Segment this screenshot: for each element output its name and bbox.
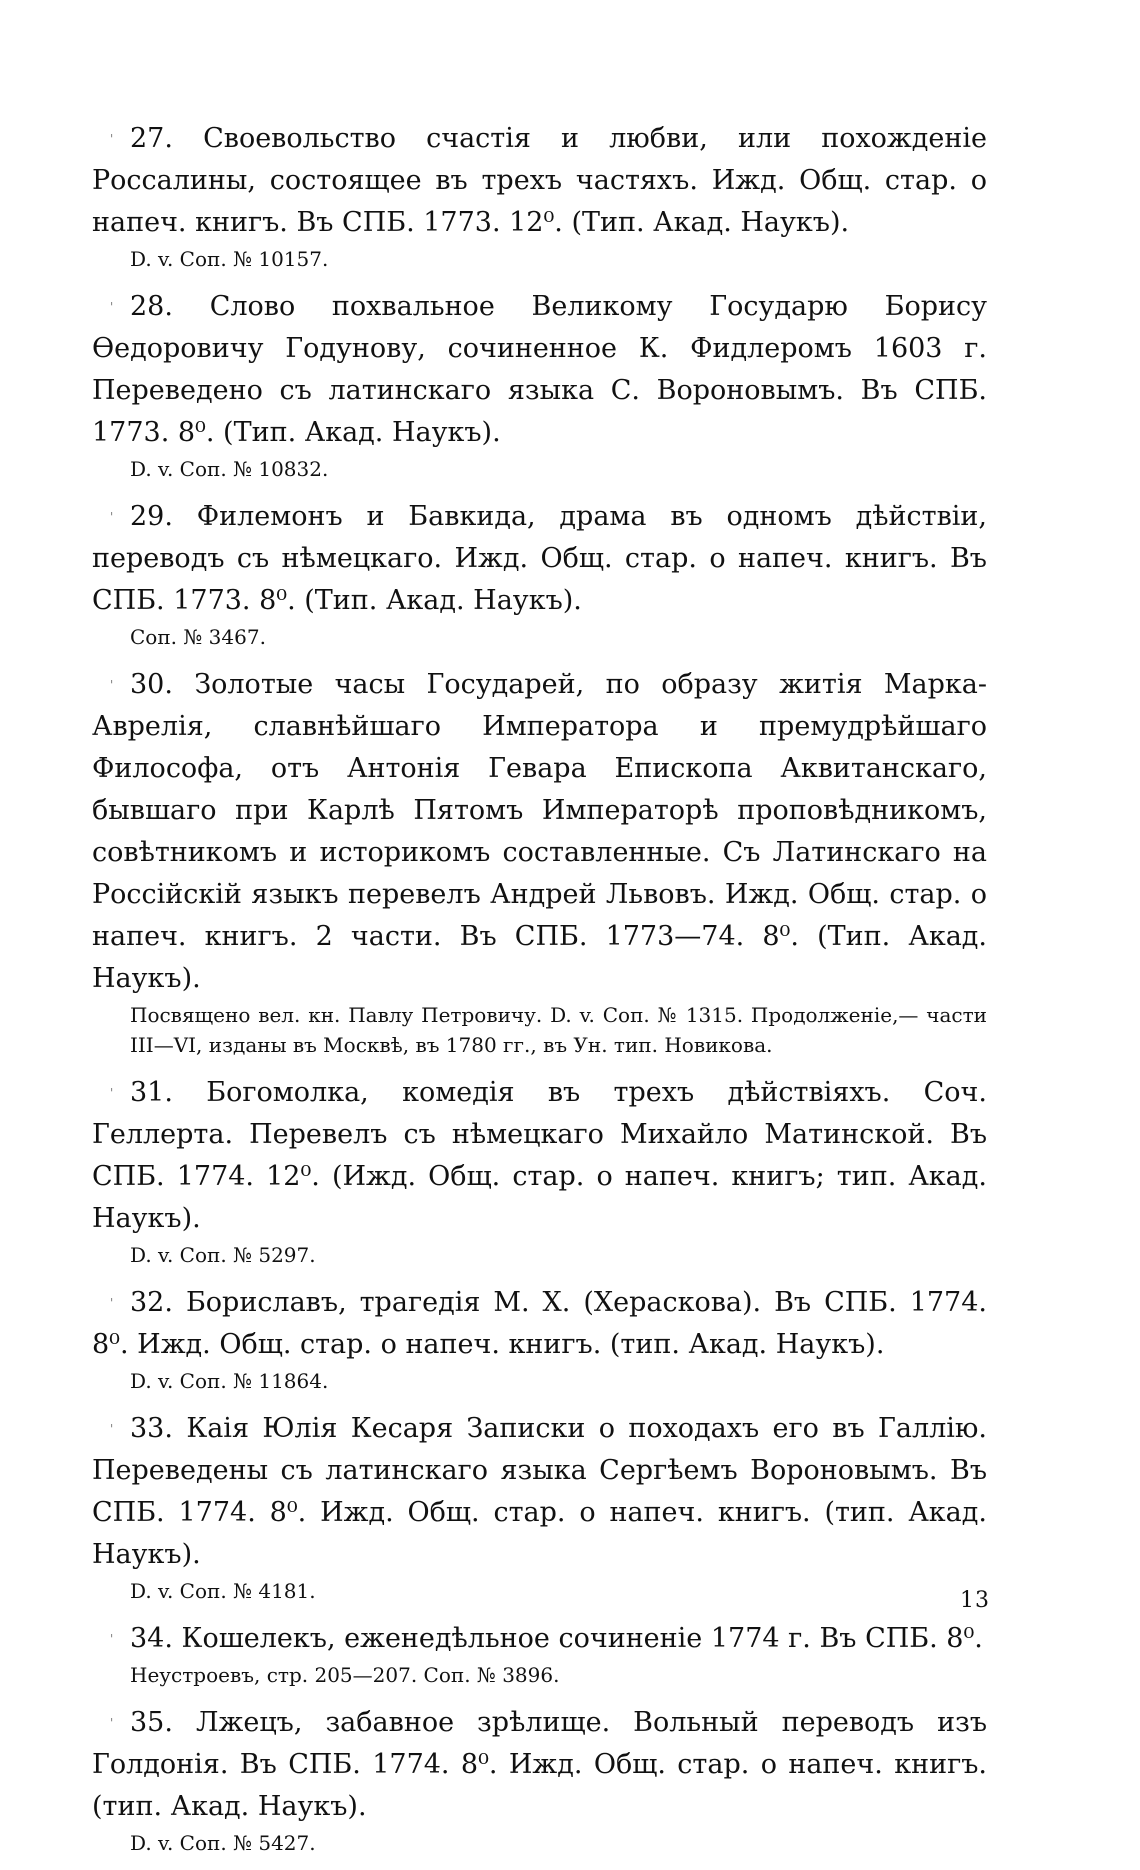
margin-mark: ' [110, 1296, 114, 1310]
entry-description: Слово похвальное Великому Государю Борису Өедоровичу Годунову, сочиненное К. Фидлеромъ 1603 г. Переведено съ латинскаго языка С. Вороновымъ. Въ СПБ. 1773. 8⁰. (Тип. Акад. Наукъ). [92, 291, 987, 448]
margin-mark: ' [110, 132, 114, 146]
bibliography-entry [92, 118, 987, 274]
entry-description: Золотые часы Государей, по образу житія Марка-Аврелія, славнѣйшаго Императора и премудрѣйшаго Философа, отъ Антонія Гевара Епископа Аквитанскаго, бывшаго при Карлѣ Пятомъ Императорѣ проповѣдникомъ, совѣтникомъ и историкомъ составленные. Съ Латинскаго на Россійскій языкъ перевелъ Андрей Львовъ. Ижд. Общ. стар. о напеч. книгъ. 2 части. Въ СПБ. 1773—74. 8⁰. (Тип. Акад. Наукъ). [92, 669, 987, 994]
entry-number: 30. [130, 669, 173, 700]
bibliography-entry [92, 664, 987, 1060]
entry-number: 32. [130, 1287, 173, 1318]
entry-text [92, 1618, 987, 1660]
entry-note: Неустроевъ, стр. 205—207. Соп. № 3896. [130, 1663, 560, 1687]
entry-number: 27. [130, 123, 173, 154]
entry-description: Кaія Юлія Кесаря Записки о походахъ его въ Галлію. Переведены съ латинскаго языка Сергѣемъ Вороновымъ. Въ СПБ. 1774. 8⁰. Ижд. Общ. стар. о напеч. книгъ. (тип. Акад. Наукъ). [92, 1413, 987, 1570]
margin-mark: ' [110, 510, 114, 524]
entry-note: Соп. № 3467. [130, 625, 266, 649]
bibliography-entry [92, 496, 987, 652]
entry-text [92, 1408, 987, 1576]
entry-number: 34. [130, 1623, 173, 1654]
entry-description: Своевольство счастія и любви, или похожденіе Россалины, состоящее въ трехъ частяхъ. Ижд. Общ. стар. о напеч. книгъ. Въ СПБ. 1773. 12⁰. (Тип. Акад. Наукъ). [92, 123, 987, 238]
entry-description: Бориславъ, трагедія М. Х. (Хераскова). Въ СПБ. 1774. 8⁰. Ижд. Общ. стар. о напеч. книгъ. (тип. Акад. Наукъ). [92, 1287, 987, 1360]
entry-text [92, 1072, 987, 1240]
bibliography-entry [92, 1408, 987, 1606]
entry-number: 33. [130, 1413, 173, 1444]
entry-note: D. v. Соп. № 10157. [130, 247, 329, 271]
margin-mark: ' [110, 678, 114, 692]
bibliography-entry [92, 286, 987, 484]
entry-note: D. v. Соп. № 10832. [130, 457, 329, 481]
bibliography-entry [92, 1282, 987, 1396]
entry-text [92, 1282, 987, 1366]
entry-note: Посвящено вел. кн. Павлу Петровичу. D. v. Соп. № 1315. Продолженіе,— части III—VI, изданы въ Москвѣ, въ 1780 гг., въ Ун. тип. Новикова. [130, 1003, 987, 1057]
entry-number: 29. [130, 501, 173, 532]
entry-number: 28. [130, 291, 173, 322]
entry-description: Лжецъ, забавное зрѣлище. Вольный переводъ изъ Голдонія. Въ СПБ. 1774. 8⁰. Ижд. Общ. стар. о напеч. книгъ. (тип. Акад. Наукъ). [92, 1707, 987, 1822]
entry-description: Филемонъ и Бавкида, драма въ одномъ дѣйствіи, переводъ съ нѣмецкаго. Ижд. Общ. стар. о напеч. книгъ. Въ СПБ. 1773. 8⁰. (Тип. Акад. Наукъ). [92, 501, 987, 616]
entry-text [92, 496, 987, 622]
margin-mark: ' [110, 1716, 114, 1730]
entry-note: D. v. Соп. № 11864. [130, 1369, 329, 1393]
bibliography-entry [92, 1072, 987, 1270]
entry-number: 35. [130, 1707, 173, 1738]
entry-number: 31. [130, 1077, 173, 1108]
margin-mark: ' [110, 1422, 114, 1436]
entry-note: D. v. Соп. № 4181. [130, 1579, 316, 1603]
bibliography-entry [92, 1618, 987, 1690]
margin-mark: ' [110, 300, 114, 314]
entry-text [92, 286, 987, 454]
page-number: 13 [960, 1588, 990, 1613]
entry-text [92, 664, 987, 1000]
bibliography-list [92, 118, 987, 1870]
entry-note: D. v. Соп. № 5427. [130, 1831, 316, 1855]
bibliography-entry [92, 1702, 987, 1858]
margin-mark: ' [110, 1086, 114, 1100]
entry-note: D. v. Соп. № 5297. [130, 1243, 316, 1267]
margin-mark: ' [110, 1632, 114, 1646]
entry-text [92, 118, 987, 244]
entry-text [92, 1702, 987, 1828]
entry-description: Кошелекъ, еженедѣльное сочиненіе 1774 г. Въ СПБ. 8⁰. [181, 1623, 983, 1654]
entry-description: Богомолка, комедія въ трехъ дѣйствіяхъ. Соч. Геллерта. Перевелъ съ нѣмецкаго Михайло Матинской. Въ СПБ. 1774. 12⁰. (Ижд. Общ. стар. о напеч. книгъ; тип. Акад. Наукъ). [92, 1077, 987, 1234]
